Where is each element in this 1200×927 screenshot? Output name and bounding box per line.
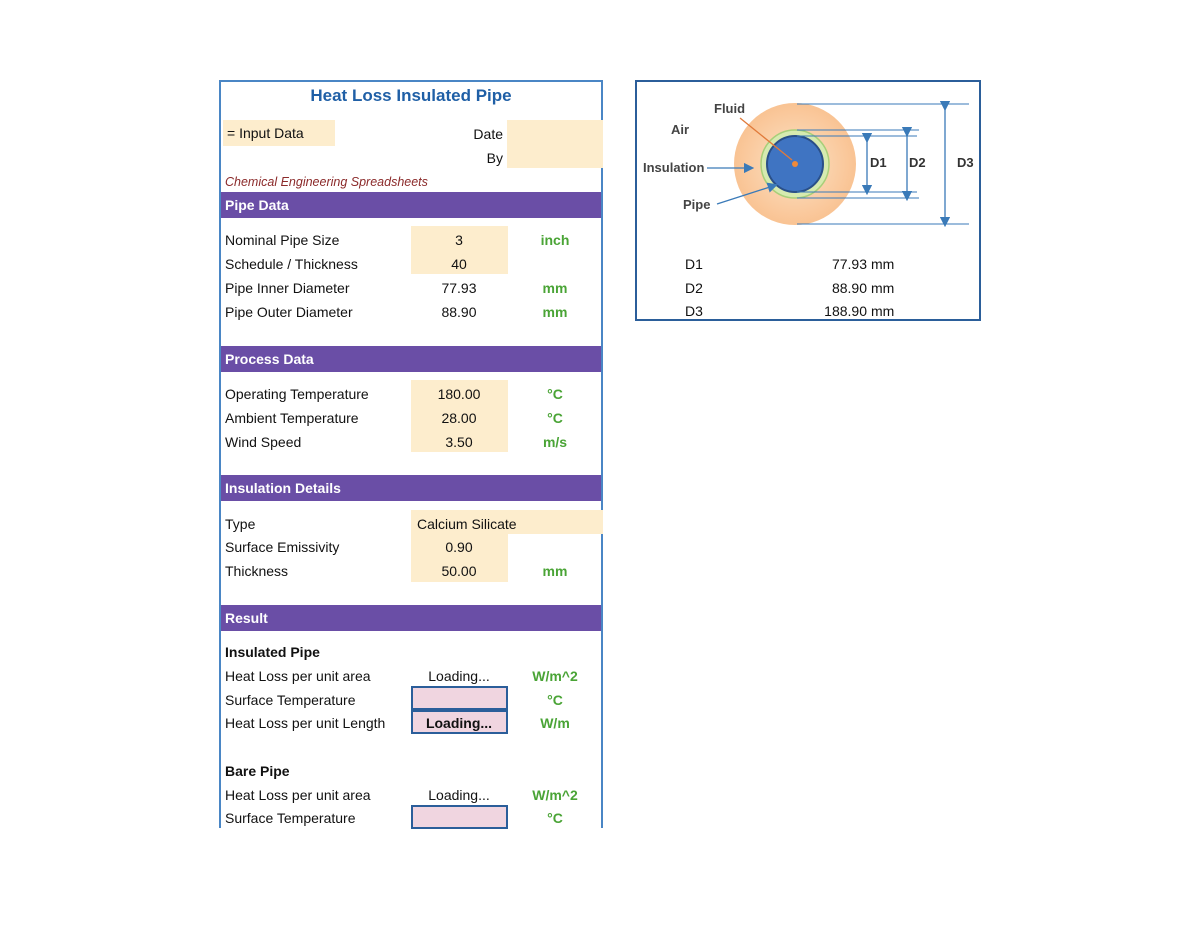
- input-legend: = Input Data: [223, 120, 335, 146]
- d3-diagram-label: D3: [957, 155, 974, 170]
- insulation-thickness-unit: mm: [542, 563, 568, 579]
- operating-temperature-label: Operating Temperature: [225, 386, 369, 402]
- pipe-data-heading: Pipe Data: [221, 192, 601, 218]
- pipe-diagram-panel: [635, 80, 981, 321]
- insulation-thickness-value: 50.00: [441, 563, 477, 579]
- sheet-title: Heat Loss Insulated Pipe: [310, 86, 512, 105]
- insulated-heat-loss-length-value: Loading...: [425, 715, 493, 731]
- insulated-heat-loss-length-label: Heat Loss per unit Length: [225, 715, 386, 731]
- wind-speed-label: Wind Speed: [225, 434, 302, 450]
- heat-loss-sheet: [219, 80, 603, 828]
- d2-diagram-label: D2: [909, 155, 926, 170]
- insulated-heat-loss-area-unit: W/m^2: [532, 668, 578, 684]
- insulated-surface-temperature-cell[interactable]: [411, 686, 508, 710]
- bare-heat-loss-area-label: Heat Loss per unit area: [225, 787, 371, 803]
- fluid-label: Fluid: [714, 101, 746, 116]
- ambient-temperature-label: Ambient Temperature: [225, 410, 359, 426]
- bare-pipe-heading: Bare Pipe: [225, 763, 290, 779]
- schedule-label: Schedule / Thickness: [225, 256, 358, 272]
- wind-speed-unit: m/s: [542, 434, 568, 450]
- nominal-pipe-size-value: 3: [455, 232, 463, 248]
- insulated-heat-loss-area-value: Loading...: [428, 668, 490, 684]
- fluid-center-dot: [792, 161, 798, 167]
- nominal-pipe-size-unit: inch: [540, 232, 570, 248]
- d2-row-unit: mm: [871, 280, 895, 296]
- insulation-type-value: Calcium Silicate: [417, 516, 517, 532]
- process-data-heading: Process Data: [221, 346, 601, 372]
- d3-row-unit: mm: [871, 303, 895, 319]
- d2-row-value: 88.90: [831, 280, 867, 296]
- insulation-details-heading: Insulation Details: [221, 475, 601, 501]
- d1-row-value: 77.93: [831, 256, 867, 272]
- insulated-heat-loss-area-label: Heat Loss per unit area: [225, 668, 371, 684]
- insulated-surface-temperature-unit: °C: [547, 692, 563, 708]
- bare-surface-temperature-cell[interactable]: [411, 805, 508, 829]
- result-heading: Result: [221, 605, 601, 631]
- pipe-outer-diameter-label: Pipe Outer Diameter: [225, 304, 353, 320]
- surface-emissivity-value: 0.90: [445, 539, 473, 555]
- pipe-outer-diameter-value: 88.90: [441, 304, 477, 320]
- date-label: Date: [473, 126, 503, 142]
- ambient-temperature-unit: °C: [547, 410, 563, 426]
- ambient-temperature-value: 28.00: [441, 410, 477, 426]
- surface-emissivity-label: Surface Emissivity: [225, 539, 340, 555]
- d3-row-label: D3: [685, 303, 703, 319]
- pipe-inner-diameter-unit: mm: [542, 280, 568, 296]
- by-input[interactable]: [507, 144, 603, 168]
- nominal-pipe-size-label: Nominal Pipe Size: [225, 232, 340, 248]
- insulated-pipe-heading: Insulated Pipe: [225, 644, 320, 660]
- insulated-heat-loss-length-unit: W/m: [540, 715, 570, 731]
- date-input[interactable]: [507, 120, 603, 144]
- insulation-thickness-label: Thickness: [225, 563, 289, 579]
- pipe-outer-diameter-unit: mm: [542, 304, 568, 320]
- d1-diagram-label: D1: [870, 155, 887, 170]
- by-label: By: [486, 150, 503, 166]
- insulation-label: Insulation: [643, 160, 705, 175]
- pipe-inner-diameter-value: 77.93: [441, 280, 477, 296]
- bare-heat-loss-area-unit: W/m^2: [532, 787, 578, 803]
- pipe-label: Pipe: [683, 197, 711, 212]
- pipe-inner-diameter-label: Pipe Inner Diameter: [225, 280, 350, 296]
- d1-row-unit: mm: [871, 256, 895, 272]
- credit-text: Chemical Engineering Spreadsheets: [225, 175, 428, 189]
- bare-surface-temperature-label: Surface Temperature: [225, 810, 356, 826]
- d2-row-label: D2: [685, 280, 703, 296]
- bare-heat-loss-area-value: Loading...: [428, 787, 490, 803]
- insulated-surface-temperature-label: Surface Temperature: [225, 692, 356, 708]
- air-label: Air: [671, 122, 690, 137]
- d3-row-value: 188.90: [824, 303, 867, 319]
- operating-temperature-value: 180.00: [437, 386, 481, 402]
- wind-speed-value: 3.50: [445, 434, 473, 450]
- operating-temperature-unit: °C: [547, 386, 563, 402]
- insulation-type-label: Type: [225, 516, 256, 532]
- d1-row-label: D1: [685, 256, 703, 272]
- schedule-value: 40: [451, 256, 467, 272]
- bare-surface-temperature-unit: °C: [547, 810, 563, 826]
